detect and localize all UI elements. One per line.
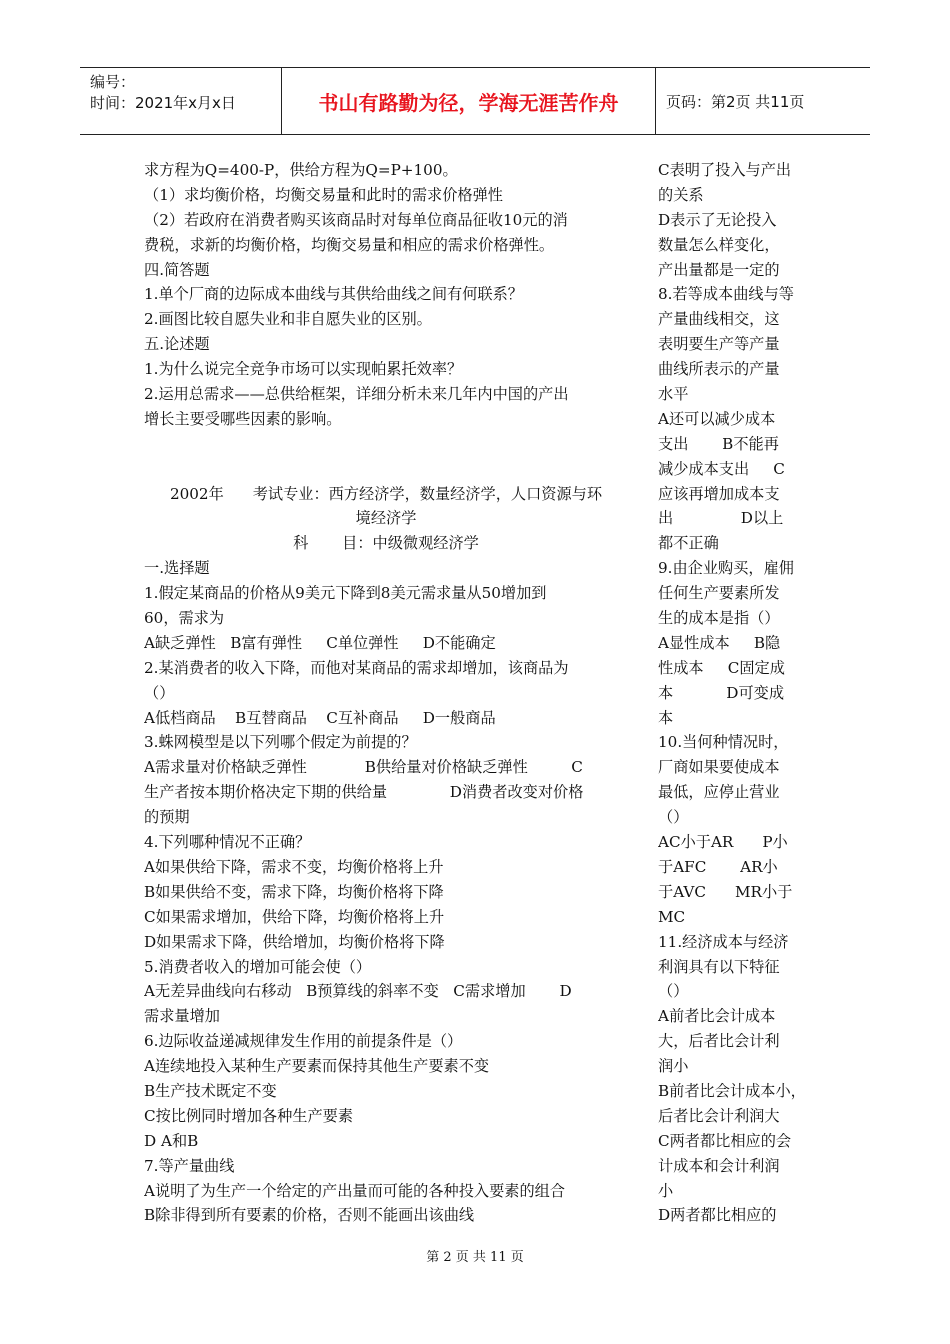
- header-page-number: 页码：第2页 共11页: [666, 92, 805, 111]
- side-text-line: A前者比会计成本: [658, 1007, 776, 1026]
- side-text-line: 曲线所表示的产量: [658, 360, 780, 379]
- text-line: 一.选择题: [144, 559, 210, 578]
- text-line: 境经济学: [355, 509, 417, 528]
- text-line: （1）求均衡价格，均衡交易量和此时的需求价格弹性: [144, 185, 503, 204]
- side-text-line: 本: [658, 708, 674, 727]
- blank-line: [144, 457, 628, 482]
- text-line: 2.某消费者的收入下降，而他对某商品的需求却增加，该商品为: [144, 658, 569, 677]
- page-header: [80, 67, 870, 135]
- side-text-line: 水平: [658, 385, 689, 404]
- side-text-line: 产量曲线相交，这: [658, 310, 780, 329]
- side-text-line: D两者都比相应的: [658, 1206, 777, 1225]
- text-line: B除非得到所有要素的价格，否则不能画出该曲线: [144, 1206, 475, 1225]
- text-line: A低档商品 B互替商品 C互补商品 D一般商品: [144, 708, 496, 727]
- main-text-column: [144, 158, 628, 1228]
- side-text-line: 都不正确: [658, 534, 719, 553]
- text-line: A无差异曲线向右移动 B预算线的斜率不变 C需求增加 D: [144, 982, 572, 1001]
- text-line: 2.运用总需求——总供给框架，详细分析未来几年内中国的产出: [144, 385, 569, 404]
- side-text-line: 8.若等成本曲线与等: [658, 285, 794, 304]
- text-line: 需求量增加: [144, 1007, 220, 1026]
- text-line: 的预期: [144, 808, 190, 827]
- side-text-line: B前者比会计成本小，: [658, 1081, 806, 1100]
- text-line: （2）若政府在消费者购买该商品时对每单位商品征收10元的消: [144, 210, 568, 229]
- side-text-line: 产出量都是一定的: [658, 260, 780, 279]
- text-line: B如果供给不变，需求下降，均衡价格将下降: [144, 882, 444, 901]
- text-line: 2.画图比较自愿失业和非自愿失业的区别。: [144, 310, 432, 329]
- side-text-line: A显性成本 B隐: [658, 633, 781, 652]
- text-line: A如果供给下降，需求不变，均衡价格将上升: [144, 857, 444, 876]
- side-text-line: 计成本和会计利润: [658, 1156, 780, 1175]
- text-line: C按比例同时增加各种生产要素: [144, 1106, 354, 1125]
- side-text-line: 生的成本是指（）: [658, 609, 780, 628]
- side-text-line: 应该再增加成本支: [658, 484, 780, 503]
- side-text-line: 支出 B不能再: [658, 434, 779, 453]
- text-line: （）: [144, 683, 175, 702]
- side-text-line: 后者比会计利润大: [658, 1106, 780, 1125]
- header-motto: 书山有路勤为径，学海无涯苦作舟: [282, 68, 656, 134]
- text-line: 5.消费者收入的增加可能会使（）: [144, 957, 372, 976]
- text-line: A连续地投入某种生产要素而保持其他生产要素不变: [144, 1057, 490, 1076]
- side-text-line: 任何生产要素所发: [658, 584, 780, 603]
- text-line: 增长主要受哪些因素的影响。: [144, 409, 342, 428]
- text-line: 1.单个厂商的边际成本曲线与其供给曲线之间有何联系？: [144, 285, 523, 304]
- side-text-line: C表明了投入与产出: [658, 161, 792, 179]
- side-text-line: 10.当何种情况时，: [658, 733, 789, 752]
- side-text-line: 表明要生产等产量: [658, 335, 780, 354]
- text-line: D如果需求下降，供给增加，均衡价格将下降: [144, 932, 445, 951]
- text-line: D A和B: [144, 1131, 199, 1150]
- side-text-line: C两者都比相应的会: [658, 1131, 792, 1150]
- text-line: A缺乏弹性 B富有弹性 C单位弹性 D不能确定: [144, 633, 496, 652]
- document-date-label: 时间：2021年x月x日: [90, 94, 236, 112]
- side-text-column: [658, 158, 808, 1228]
- side-text-line: 出 D以上: [658, 509, 784, 528]
- side-text-line: （）: [658, 808, 689, 827]
- side-text-line: 大，后者比会计利: [658, 1032, 780, 1051]
- text-line: C如果需求增加，供给下降，均衡价格将上升: [144, 907, 445, 926]
- side-text-line: 于AFC AR小: [658, 857, 778, 876]
- side-text-line: 小: [658, 1181, 674, 1200]
- text-line: 6.边际收益递减规律发生作用的前提条件是（）: [144, 1032, 463, 1051]
- text-line: 60，需求为: [144, 609, 225, 628]
- document-number-label: 编号：: [90, 73, 136, 91]
- side-text-line: 厂商如果要使成本: [658, 758, 780, 777]
- text-line: 科 目：中级微观经济学: [293, 534, 479, 553]
- text-line: 费税，求新的均衡价格，均衡交易量和相应的需求价格弹性。: [144, 235, 555, 254]
- side-text-line: 性成本 C固定成: [658, 658, 785, 677]
- side-text-line: A还可以减少成本: [658, 409, 776, 428]
- side-text-line: D表示了无论投入: [658, 210, 777, 229]
- text-line: 五.论述题: [144, 335, 210, 354]
- text-line: 四.简答题: [144, 260, 210, 279]
- side-text-line: 本 D可变成: [658, 683, 785, 702]
- side-text-line: 数量怎么样变化，: [658, 235, 780, 254]
- text-line: 3.蛛网模型是以下列哪个假定为前提的？: [144, 733, 417, 752]
- text-line: 求方程为Q=400-P，供给方程为Q=P+100。: [144, 161, 458, 179]
- text-line: 4.下列哪种情况不正确？: [144, 833, 311, 852]
- text-line: 1.假定某商品的价格从9美元下降到8美元需求量从50增加到: [144, 584, 547, 603]
- side-text-line: 11.经济成本与经济: [658, 932, 789, 951]
- side-text-line: 最低，应停止营业: [658, 783, 780, 802]
- blank-line: [144, 432, 628, 457]
- text-line: 1.为什么说完全竞争市场可以实现帕累托效率？: [144, 360, 463, 379]
- header-meta: [80, 68, 282, 134]
- side-text-line: 于AVC MR小于: [658, 882, 793, 901]
- side-text-line: 利润具有以下特征: [658, 957, 780, 976]
- side-text-line: 的关系: [658, 185, 704, 204]
- side-text-line: AC小于AR P小: [658, 833, 788, 852]
- side-text-line: （）: [658, 982, 689, 1001]
- side-text-line: 润小: [658, 1057, 689, 1076]
- text-line: A说明了为生产一个给定的产出量而可能的各种投入要素的组合: [144, 1181, 566, 1200]
- side-text-line: MC: [658, 907, 686, 926]
- page-footer: 第 2 页 共 11 页: [426, 1250, 524, 1265]
- text-line: 生产者按本期价格决定下期的供给量 D消费者改变对价格: [144, 783, 584, 802]
- text-line: A需求量对价格缺乏弹性 B供给量对价格缺乏弹性 C: [144, 758, 583, 777]
- side-text-line: 9.由企业购买，雇佣: [658, 559, 794, 578]
- text-line: 7.等产量曲线: [144, 1156, 235, 1175]
- text-line: B生产技术既定不变: [144, 1081, 277, 1100]
- side-text-line: 减少成本支出 C: [658, 459, 785, 478]
- text-line: 2002年 考试专业：西方经济学，数量经济学，人口资源与环: [169, 484, 603, 503]
